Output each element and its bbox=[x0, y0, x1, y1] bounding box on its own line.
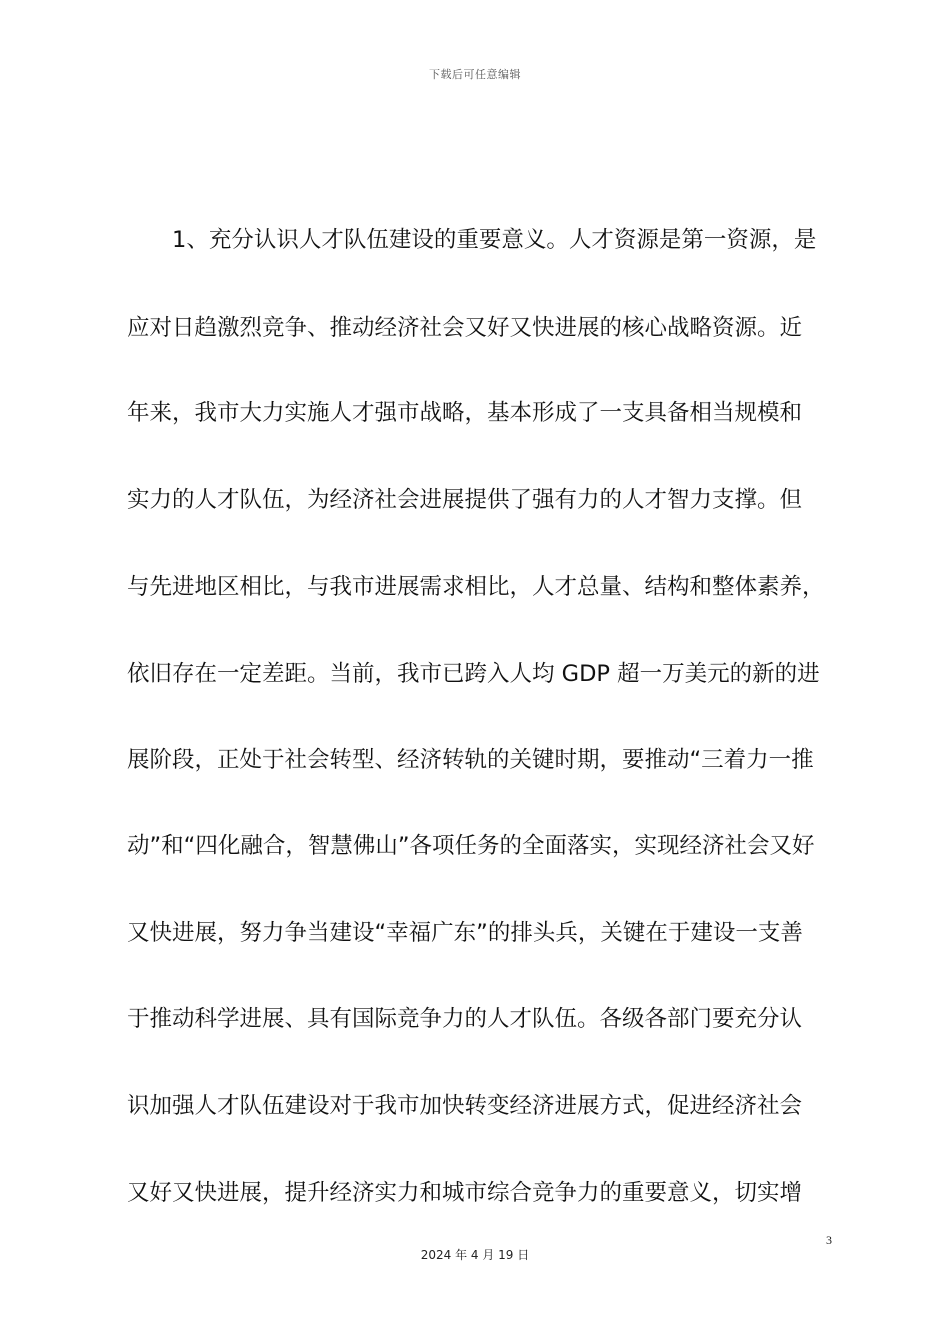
page-footer-date: 2024 年 4 月 19 日 bbox=[420, 1248, 530, 1262]
paragraph-line: 于推动科学进展、具有国际竞争力的人才队伍。各级各部门要充分认 bbox=[127, 1006, 803, 1032]
paragraph-line: 展阶段，正处于社会转型、经济转轨的关键时期，要推动“三着力一推 bbox=[127, 747, 814, 773]
paragraph-line: 识加强人才队伍建设对于我市加快转变经济进展方式，促进经济社会 bbox=[127, 1093, 803, 1119]
paragraph-line: 与先进地区相比，与我市进展需求相比，人才总量、结构和整体素养， bbox=[127, 574, 825, 600]
paragraph-line: 年来，我市大力实施人才强市战略，基本形成了一支具备相当规模和 bbox=[127, 400, 803, 426]
page-header: 下载后可任意编辑 bbox=[429, 68, 521, 81]
paragraph-line: 应对日趋激烈竞争、推动经济社会又好又快进展的核心战略资源。近 bbox=[127, 315, 803, 341]
paragraph-line: 动”和“四化融合，智慧佛山”各项任务的全面落实，实现经济社会又好 bbox=[127, 833, 815, 859]
paragraph-line: 实力的人才队伍，为经济社会进展提供了强有力的人才智力支撑。但 bbox=[127, 487, 803, 513]
paragraph-line: 依旧存在一定差距。当前，我市已跨入人均 GDP 超一万美元的新的进 bbox=[127, 661, 820, 687]
page-number: 3 bbox=[826, 1233, 832, 1247]
paragraph-line: 又快进展，努力争当建设“幸福广东”的排头兵，关键在于建设一支善 bbox=[127, 920, 803, 946]
paragraph-line: 又好又快进展，提升经济实力和城市综合竞争力的重要意义，切实增 bbox=[127, 1180, 803, 1206]
paragraph-line: 1、充分认识人才队伍建设的重要意义。人才资源是第一资源，是 bbox=[172, 227, 817, 253]
